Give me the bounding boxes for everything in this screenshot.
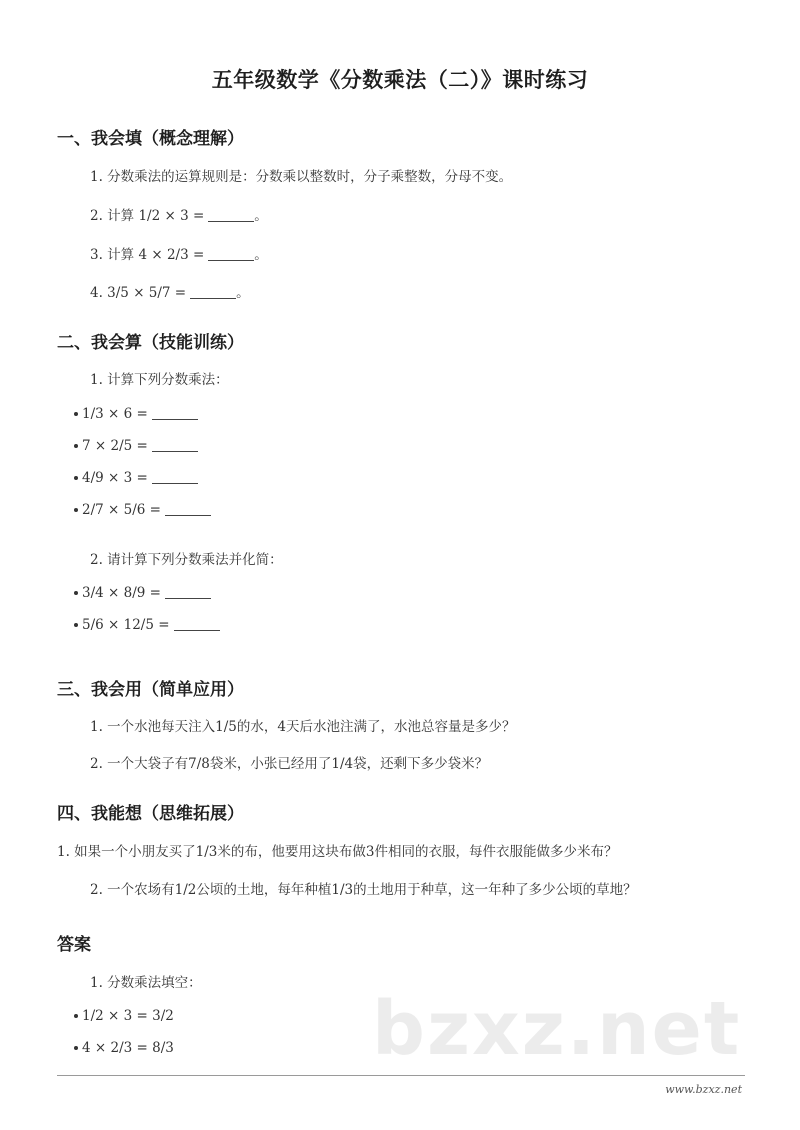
fill-item-3	[90, 243, 268, 263]
think-item-2: 2. 一个农场有1/2公顷的土地，每年种植1/3的土地用于种草，这一年种了多少公顷的草地？	[90, 882, 637, 898]
answers-heading: 答案	[57, 935, 91, 955]
fill-item-1: 1. 分数乘法的运算规则是：分数乘以整数时，分子乘整数，分母不变。	[90, 169, 513, 185]
calc-expression: 7 × 2/5 =	[82, 438, 148, 454]
calc-item	[74, 406, 198, 422]
footer-url: www.bzxz.net	[665, 1083, 742, 1096]
section-heading-apply: 三、我会用（简单应用）	[57, 680, 244, 700]
answer-blank[interactable]	[208, 220, 254, 222]
fill-item-4	[90, 281, 250, 301]
answer-blank[interactable]	[165, 514, 211, 516]
answer-blank[interactable]	[165, 597, 211, 599]
period: 。	[254, 208, 268, 224]
calc-expression: 1/3 × 6 =	[82, 406, 148, 422]
calc-item	[74, 438, 198, 454]
calc-expression: 2/7 × 5/6 =	[82, 502, 161, 518]
calc-question-2: 2. 请计算下列分数乘法并化简：	[90, 552, 283, 568]
fill-item-4-text: 4. 3/5 × 5/7 =	[90, 285, 187, 301]
apply-item-2: 2. 一个大袋子有7/8袋米，小张已经用了1/4袋，还剩下多少袋米？	[90, 756, 489, 772]
answer-blank[interactable]	[208, 259, 254, 261]
calc-expression: 4/9 × 3 =	[82, 470, 148, 486]
calc-item	[74, 470, 198, 486]
calc-question-1: 1. 计算下列分数乘法：	[90, 372, 229, 388]
fill-item-3-text: 3. 计算 4 × 2/3 =	[90, 247, 205, 263]
answer-item: 4 × 2/3 = 8/3	[74, 1040, 174, 1056]
calc-item	[74, 617, 220, 633]
calc-item	[74, 502, 211, 518]
answer-blank[interactable]	[190, 297, 236, 299]
answers-question-1: 1. 分数乘法填空：	[90, 975, 202, 991]
answer-blank[interactable]	[152, 418, 198, 420]
section-heading-calc: 二、我会算（技能训练）	[57, 333, 244, 353]
fill-item-2	[90, 204, 268, 224]
calc-item	[74, 585, 211, 601]
footer-divider	[57, 1075, 745, 1076]
answer-blank[interactable]	[152, 482, 198, 484]
page-title: 五年级数学《分数乘法（二）》课时练习	[211, 68, 589, 92]
calc-expression: 3/4 × 8/9 =	[82, 585, 161, 601]
section-heading-think: 四、我能想（思维拓展）	[57, 804, 244, 824]
answer-item: 1/2 × 3 = 3/2	[74, 1008, 174, 1024]
watermark: bzxz.net	[372, 986, 742, 1072]
apply-item-1: 1. 一个水池每天注入1/5的水，4天后水池注满了，水池总容量是多少？	[90, 719, 516, 735]
calc-expression: 5/6 × 12/5 =	[82, 617, 170, 633]
answer-blank[interactable]	[174, 629, 220, 631]
answer-blank[interactable]	[152, 450, 198, 452]
fill-item-2-text: 2. 计算 1/2 × 3 =	[90, 208, 205, 224]
period: 。	[236, 285, 250, 301]
think-item-1: 1. 如果一个小朋友买了1/3米的布，他要用这块布做3件相同的衣服，每件衣服能做多少米布？	[57, 844, 618, 860]
section-heading-fill: 一、我会填（概念理解）	[57, 129, 244, 149]
period: 。	[254, 247, 268, 263]
